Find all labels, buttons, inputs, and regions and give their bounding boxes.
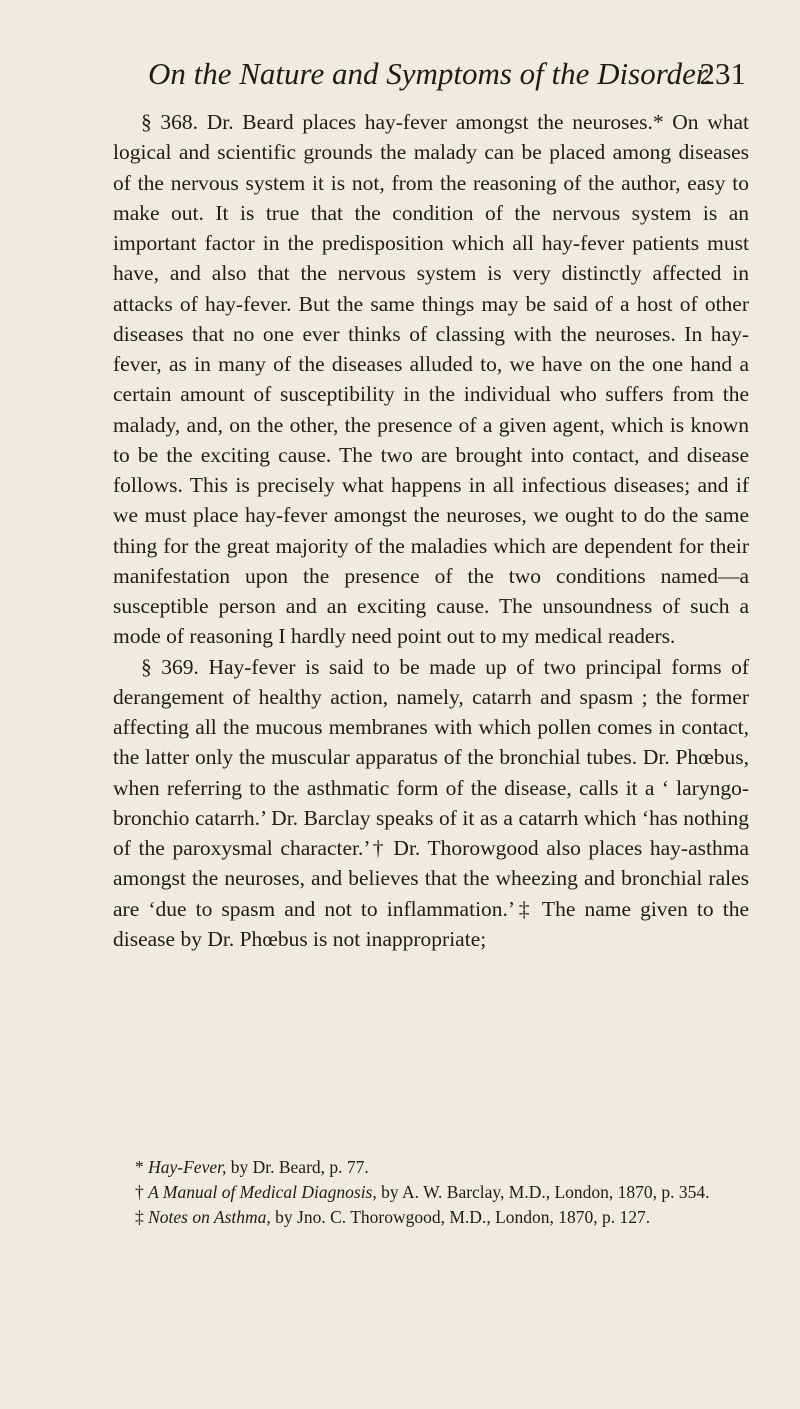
paragraph-368-text: Dr. Beard places hay-fever amongst the neuroses.* On what logical and scientific grounds the malady can be placed among diseases of the nervous system it is not, from the reasoning of the author, easy to make out. It is true that the condition of the nervous system is an important factor in the predisposition which all hay-fever patients must have, and also that the nervous system is very distinctly affected in attacks of hay-fever. But the same things may be said of a host of other diseases that no one ever thinks of classing with the neuroses. In hay-fever, as in many of the diseases alluded to, we have on the one hand a certain amount of susceptibility in the individual who suffers from the malady, and, on the other, the presence of a given agent, which is known to be the exciting cause. The two are brought into contact, and disease follows. This is precisely what happens in all infectious diseases; and if we must place hay-fever amongst the neuroses, we ought to do the same thing for the great majority of the maladies which are dependent for their manifestation upon the presence of the two conditions named—a susceptible person and an exciting cause. The unsoundness of such a mode of reasoning I hardly need point out to my medical readers.	[113, 110, 750, 649]
running-head-title: On the Nature and Symptoms of the Disorder.	[148, 56, 713, 91]
paragraph-369	[113, 652, 749, 955]
footnote-title: A Manual of Medical Diagnosis,	[148, 1182, 377, 1202]
paragraph-369-text: Hay-fever is said to be made up of two principal forms of derangement of healthy action, namely, catarrh and spasm ; the former affecting all the mucous membranes with which pollen comes in contact, the latter only the muscular apparatus of the bronchial tubes. Dr. Phœbus, when referring to the asthmatic form of the disease, calls it a ‘ laryngo-bronchio catarrh.’ Dr. Barclay speaks of it as a catarrh which ‘has nothing of the paroxysmal character.’† Dr. Thorowgood also places hay-asthma amongst the neuroses, and believes that the wheezing and bronchial rales are ‘due to spasm and not to inflammation.’‡ The name given to the disease by Dr. Phœbus is not inappropriate;	[113, 654, 750, 951]
footnote	[113, 1180, 749, 1205]
footnote	[113, 1155, 749, 1180]
footnote-mark: †	[135, 1182, 144, 1202]
footnote-mark: *	[135, 1157, 144, 1177]
page-number: 231	[699, 56, 746, 91]
running-head	[116, 52, 746, 96]
section-mark-368: § 368.	[141, 110, 199, 134]
footnote-text: by A. W. Barclay, M.D., London, 1870, p. 354.	[376, 1182, 710, 1202]
footnotes	[113, 1155, 749, 1230]
paragraph-368	[113, 107, 749, 652]
section-mark-369: § 369.	[141, 654, 199, 679]
footnote-text: by Jno. C. Thorowgood, M.D., London, 1870, p. 127.	[270, 1207, 651, 1227]
footnote-text: by Dr. Beard, p. 77.	[226, 1157, 369, 1177]
footnote-mark: ‡	[135, 1207, 144, 1227]
body-text	[113, 107, 749, 954]
footnote	[113, 1205, 749, 1230]
footnote-title: Notes on Asthma,	[148, 1207, 271, 1227]
footnote-title: Hay-Fever,	[148, 1157, 227, 1177]
